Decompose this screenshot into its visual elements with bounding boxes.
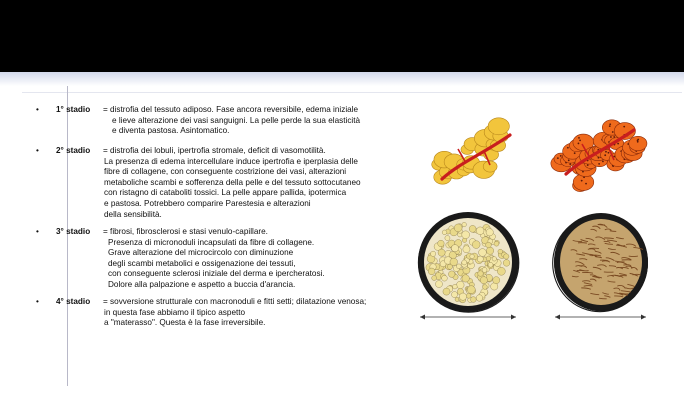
stage-2-description	[103, 146, 361, 220]
line: della sensibilità.	[104, 209, 162, 219]
stage-2-heading: 2° stadio	[56, 146, 91, 155]
line: Presenza di micronoduli incapsulati da fibre di collagene.	[108, 237, 315, 247]
line: degli scambi metabolici e ossigenazione dei tessuti,	[108, 258, 296, 268]
line: Dolore alla palpazione e aspetto a buccia d'arancia.	[108, 279, 296, 289]
line: fibre di collagene, con conseguente costrizione dei vasi, alterazioni	[104, 167, 347, 177]
stage-4-macronodule	[553, 213, 648, 312]
line: con conseguente sclerosi iniziale del derma e ipercheratosi.	[108, 269, 325, 279]
cellulite-stages-illustration	[408, 112, 668, 332]
stage-4-width-arrow	[555, 315, 646, 320]
line: metaboliche scambi e sofferenza della pelle e del tessuto sottocutaneo	[104, 177, 361, 187]
stage-3-width-arrow	[420, 315, 516, 320]
stage-4-heading: 4° stadio	[56, 297, 91, 306]
line: = distrofia del tessuto adiposo. Fase ancora reversibile, edema iniziale	[103, 105, 359, 114]
line: e diventa pastosa. Asintomatico.	[112, 126, 230, 136]
bullet: •	[36, 297, 39, 306]
stage-2-lobules	[551, 120, 647, 192]
line: e lieve alterazione dei vasi sanguigni. La pelle perde la sua elasticità	[112, 115, 361, 125]
line: Grave alterazione del microcircolo con diminuzione	[108, 248, 294, 258]
bullet: •	[36, 146, 39, 155]
stage-1-heading: 1° stadio	[56, 105, 91, 114]
stage-1-description	[103, 105, 360, 137]
bullet: •	[36, 105, 39, 114]
line: = sovversione strutturale con macronoduli e fitti setti; dilatazione venosa;	[103, 297, 367, 306]
stage-3-description	[103, 227, 325, 291]
header-rule	[22, 92, 682, 93]
stage-1-lobules	[432, 118, 510, 184]
line: = fibrosi, fibrosclerosi e stasi venulo-capillare.	[103, 227, 268, 236]
stage-4-description	[103, 297, 366, 329]
title-bar-gradient	[0, 72, 684, 86]
stage-3-heading: 3° stadio	[56, 227, 91, 236]
line: con ristagno di cataboliti tossici. La pelle appare pallida, ipotermica	[104, 188, 347, 198]
line: e pastosa. Potrebbero comparire Parestesia e alterazioni	[104, 198, 311, 208]
line: La presenza di edema intercellulare induce ipertrofia e iperplasia delle	[104, 156, 358, 166]
title-bar	[0, 0, 684, 72]
line: in questa fase abbiamo il tipico aspetto	[104, 307, 246, 317]
line: a "materasso". Questa è la fase irreversibile.	[104, 318, 266, 328]
line: = distrofia dei lobuli, ipertrofia stromale, deficit di vasomotilità.	[103, 146, 326, 155]
bullet: •	[36, 227, 39, 236]
stage-3-micronodule	[418, 212, 519, 312]
